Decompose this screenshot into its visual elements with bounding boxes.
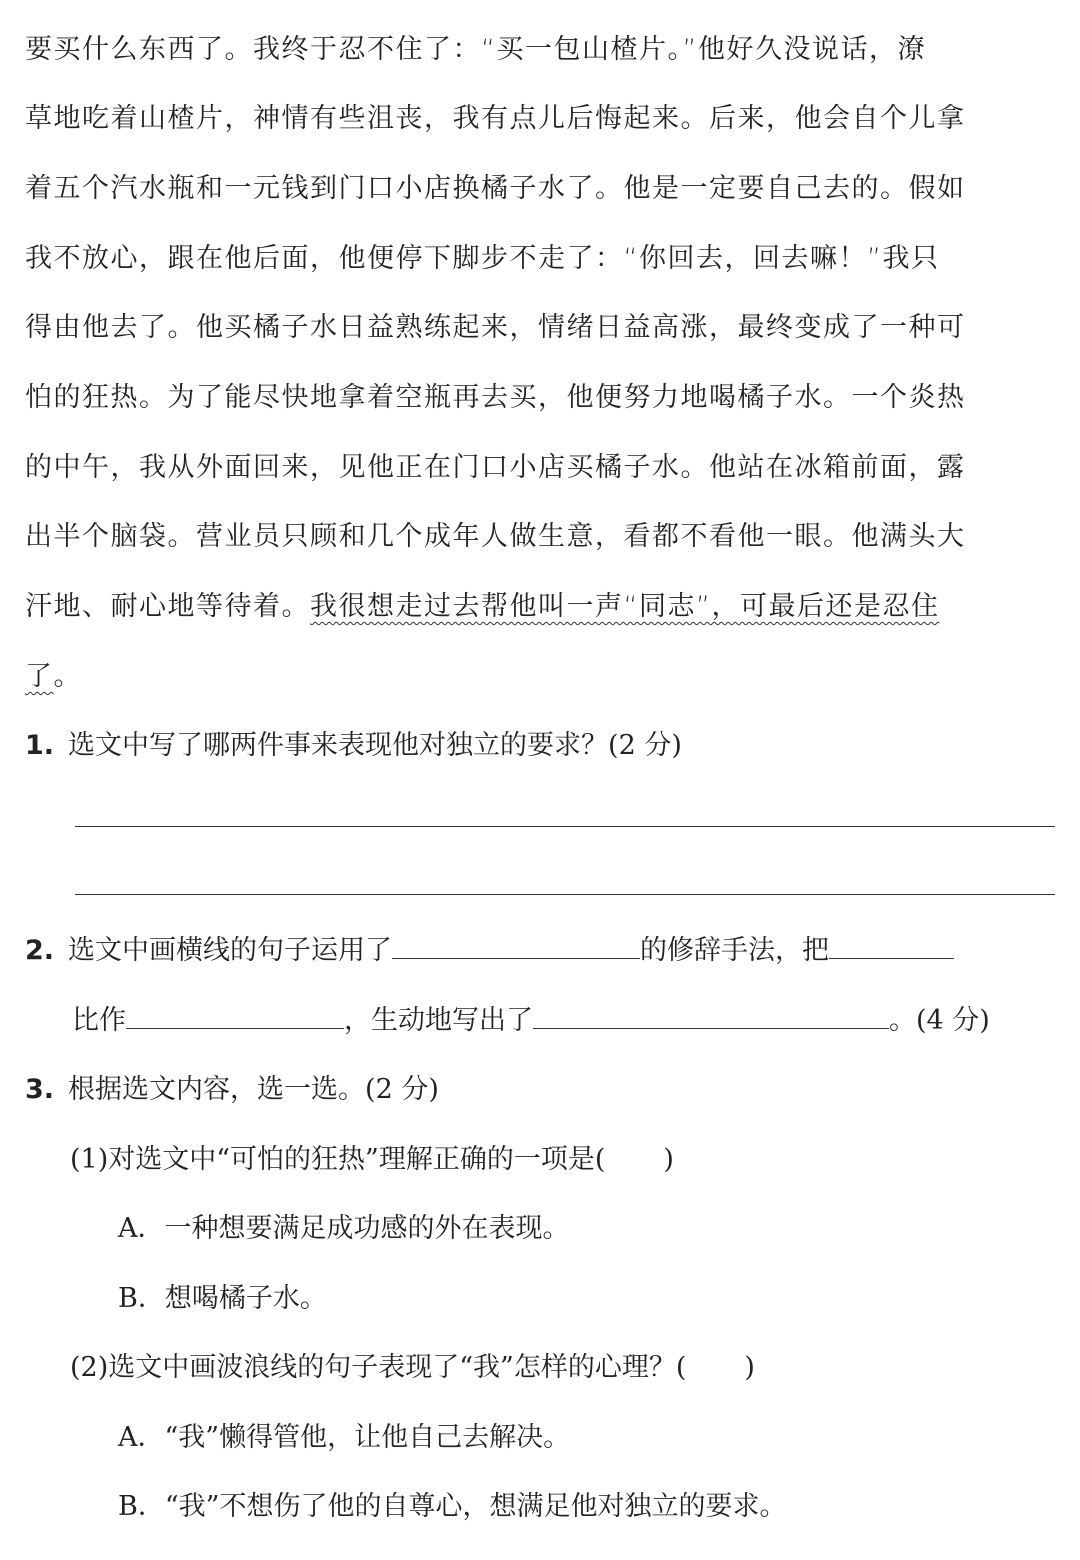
passage-line-6: 怕的狂热。为了能尽快地拿着空瓶再去买，他便努力地喝橘子水。一个炎热 [25,382,966,413]
answer-blank-effect[interactable] [533,1004,889,1029]
question-number: 1. [25,730,55,761]
question-text: 的修辞手法，把 [640,935,830,966]
wavy-underlined-sentence: 我很想走过去帮他叫一声“同志”，可最后还是忍住 [310,591,940,622]
question-text: 根据选文内容，选一选。(2 分) [68,1074,439,1105]
passage-line-10 [25,654,1057,693]
option-2a[interactable]: A．“我”懒得管他，让他自己去解决。 [118,1422,571,1453]
option-1b[interactable]: B．想喝橘子水。 [118,1283,327,1314]
question-text: 选文中画横线的句子运用了 [68,935,393,966]
answer-blank-rhetoric[interactable] [392,934,640,959]
question-text: 。(4 分) [889,1005,990,1036]
wavy-underlined-sentence-end: 了 [25,661,54,692]
question-1 [25,723,682,762]
answer-line-1[interactable] [75,826,1055,827]
passage-line-1: 要买什么东西了。我终于忍不住了：“买一包山楂片。”他好久没说话，潦 [25,34,926,65]
paren-close: ) [744,1352,755,1383]
question-2-continued [72,998,990,1037]
passage-text: 。 [53,661,82,692]
sub-question-text: (2)选文中画波浪线的句子表现了“我”怎样的心理？( [70,1352,687,1383]
question-number: 3. [25,1074,55,1105]
answer-blank-object[interactable] [829,934,954,959]
question-text: 选文中写了哪两件事来表现他对独立的要求？(2 分) [68,730,682,761]
sub-question-text: (1)对选文中“可怕的狂热”理解正确的一项是( [70,1144,606,1175]
question-3 [25,1067,439,1106]
passage-line-3: 着五个汽水瓶和一元钱到门口小店换橘子水了。他是一定要自己去的。假如 [25,173,966,204]
passage-line-5: 得由他去了。他买橘子水日益熟练起来，情绪日益高涨，最终变成了一种可 [25,312,966,343]
question-2 [25,928,954,967]
answer-blank-metaphor[interactable] [126,1004,344,1029]
passage-line-2: 草地吃着山楂片，神情有些沮丧，我有点儿后悔起来。后来，他会自个儿拿 [25,103,966,134]
passage-line-9 [25,584,1057,623]
sub-question-2 [70,1345,755,1384]
sub-question-1 [70,1137,674,1176]
paren-close: ) [663,1144,674,1175]
question-number: 2. [25,935,55,966]
question-text: 比作 [72,1005,126,1036]
option-1a[interactable]: A．一种想要满足成功感的外在表现。 [118,1213,570,1244]
passage-line-8: 出半个脑袋。营业员只顾和几个成年人做生意，看都不看他一眼。他满头大 [25,521,966,552]
passage-text: 汗地、耐心地等待着。 [25,591,310,622]
passage-line-4: 我不放心，跟在他后面，他便停下脚步不走了：“你回去，回去嘛！”我只 [25,243,940,274]
passage-line-7: 的中午，我从外面回来，见他正在门口小店买橘子水。他站在冰箱前面，露 [25,452,966,483]
question-text: ，生动地写出了 [344,1005,533,1036]
answer-line-2[interactable] [75,894,1055,895]
option-2b[interactable]: B．“我”不想伤了他的自尊心，想满足他对独立的要求。 [118,1491,787,1522]
